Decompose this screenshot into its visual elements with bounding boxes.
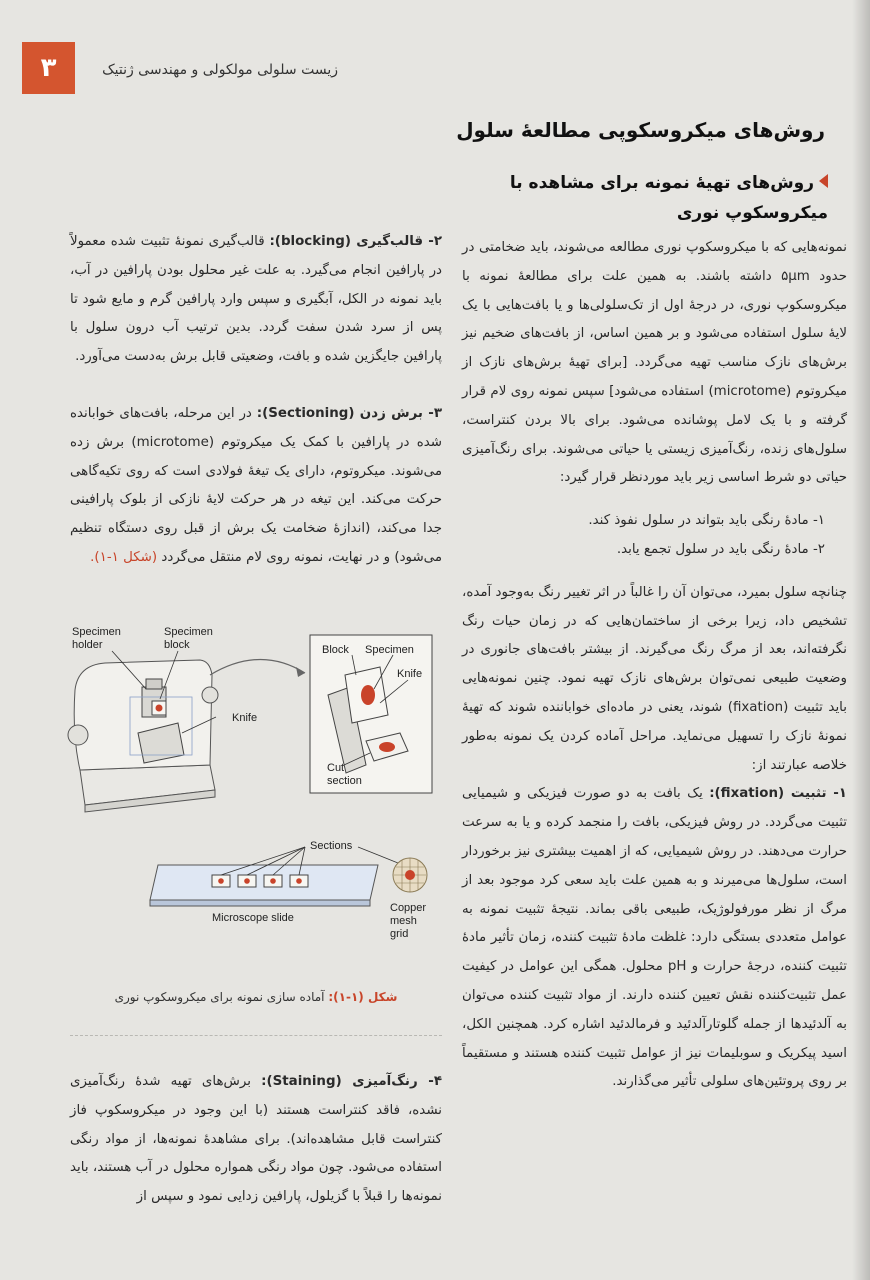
inset-specimen bbox=[361, 685, 375, 705]
specimen bbox=[156, 705, 163, 712]
step-1-text: یک بافت به دو صورت فیزیکی و شیمیایی تثبیت می‌گردد. در روش فیزیکی، بافت را منجمد کرده و یا به سرعت حرارت می‌دهند. در روش شیمیایی، که از اهمیت بیشتری نیز برخوردار است، سلول‌ها می‌میرند و به همین علت باید سعی کرد موجود بعد از مرگ از نظر مورفولوژیک، طبیعی باقی بماند. نتیجهٔ تثبیت نمونه به عوامل متعددی بستگی دارد: غلظت مادهٔ تثبیت کننده، زمان تأثیر مادهٔ تثبیت کننده، درجهٔ حرارت و pH محلول. همگی این عوامل در کیفیت عمل تثبیت‌کننده نقش تعیین کننده دارند. از مواد تثبیت کننده می‌توان به آلدئیدها از جمله گلوتارآلدئید و فرمالدئید اشاره کرد. همچنین الکل، اسید پیکریک و سوبلیمات نیز از عوامل تثبیت کننده هستند و مستقیماً بر روی پروتئین‌های سلولی تأثیر می‌گذارند. bbox=[462, 786, 847, 1090]
microtome-wheel-icon bbox=[68, 725, 88, 745]
label-specimen-holder: Specimen bbox=[72, 626, 121, 638]
divider bbox=[70, 1035, 442, 1036]
label-copper-grid: mesh bbox=[390, 915, 417, 927]
section-title: روش‌های میکروسکوپی مطالعهٔ سلول bbox=[456, 118, 825, 142]
intro-paragraph: نمونه‌هایی که با میکروسکوپ نوری مطالعه می‌شوند، باید ضخامتی در حدود ۵μm داشته باشند. به همین علت برای مطالعهٔ نمونه با میکروسکوپ نوری، در درجهٔ اول از تک‌سلولی‌ها و یا بافت‌هایی با یک لایهٔ سلول استفاده می‌شود و بر همین اساس، از بافت‌های ضخیم نیز برش‌های نازک مناسب تهیه می‌گردد. [برای تهیهٔ برش‌های نازک از میکروتوم (microtome) استفاده می‌شود] سپس نمونه روی لام قرار گرفته و با یک لامل پوشانده می‌شود. برای بالا بردن کنتراست، سلول‌های زنده، رنگ‌آمیزی زیستی یا حیاتی می‌شوند. برای رنگ‌آمیزی حیاتی دو شرط اساسی زیر باید موردنظر قرار گیرد: bbox=[462, 240, 847, 486]
left-column bbox=[70, 228, 442, 573]
condition-item: ۱- مادهٔ رنگی باید بتواند در سلول نفوذ کند. bbox=[588, 513, 825, 529]
label-inset-block: Block bbox=[322, 644, 349, 656]
subtitle-text: روش‌های تهیهٔ نمونه برای مشاهده با میکروسکوپ نوری bbox=[509, 173, 828, 223]
label-copper-grid: grid bbox=[390, 928, 409, 940]
microtome-diagram bbox=[60, 615, 445, 960]
step-3-text: در این مرحله، بافت‌های خوابانده شده در پارافین با کمک یک میکروتوم (microtome) برش زده می‌شوند. میکروتوم، دارای یک تیغهٔ فولادی است که روی تکیه‌گاهی حرکت می‌کند. این تیغه در هر حرکت لایهٔ نازکی از بلوک پارافینی جدا می‌کند، (اندازهٔ ضخامت یک برش از قبل روی دستگاه تنظیم می‌شود) و در نهایت، نمونه روی لام منتقل می‌گردد bbox=[70, 405, 442, 565]
microtome-knob-icon bbox=[202, 687, 218, 703]
step-4-title: ۴- رنگ‌آمیزی (Staining): bbox=[261, 1074, 442, 1089]
label-specimen-block: block bbox=[164, 639, 190, 651]
step-3-paragraph bbox=[70, 400, 442, 573]
label-microscope-slide: Microscope slide bbox=[212, 912, 294, 924]
page-number: ۳ bbox=[22, 42, 75, 94]
right-column bbox=[462, 234, 847, 1097]
microtome-figure bbox=[60, 615, 445, 960]
paragraph-2: چنانچه سلول بمیرد، می‌توان آن را غالباً در اثر تغییر رنگ به‌وجود آمده، تشخیص داد، زیرا برخی از ساختمان‌هایی که در زمان حیات رنگ نگرفته‌اند، بعد از مرگ رنگ می‌گیرند. از بیشتر بافت‌های جانوری در وضعیت طبیعی نمی‌توان برش‌های نازک تهیه نمود. چنین نمونه‌هایی باید تثبیت (fixation) شوند، یعنی در ماده‌ای خواباننده شوند که تهیهٔ نمونهٔ نازک را تسهیل می‌نماید. مراحل آماده کردن یک نمونه به‌طور خلاصه عبارتند از: bbox=[462, 584, 847, 773]
label-inset-specimen: Specimen bbox=[365, 644, 414, 656]
label-specimen-block: Specimen bbox=[164, 626, 213, 638]
zoom-arrow-icon bbox=[210, 659, 305, 675]
label-specimen-holder: holder bbox=[72, 639, 103, 651]
label-cut-section: Cut bbox=[327, 762, 345, 774]
step-1-title: ۱- تثبیت (fixation): bbox=[709, 786, 847, 802]
step-2-text: قالب‌گیری نمونهٔ تثبیت شده معمولاً در پارافین انجام می‌گیرد. به علت غیر محلول بودن پارافین در آب، باید نمونه در الکل، آبگیری و سپس وارد پارافین گرم و مایع شود تا پس از سرد شدن سفت گردد. بدین ترتیب آب درون سلول با پارافین جایگزین شده و بافت، وضعیتی قابل برش به‌دست می‌آورد. bbox=[70, 234, 442, 365]
step-2-title: ۲- قالب‌گیری (blocking): bbox=[269, 234, 442, 249]
label-inset-knife: Knife bbox=[397, 668, 423, 680]
label-sections: Sections bbox=[310, 840, 353, 852]
step-1-paragraph bbox=[462, 780, 847, 1097]
section-subtitle bbox=[450, 168, 828, 228]
condition-item: ۲- مادهٔ رنگی باید در سلول تجمع یابد. bbox=[616, 541, 825, 557]
step-4-paragraph bbox=[70, 1068, 442, 1212]
subtitle-marker-icon bbox=[819, 174, 828, 188]
caption-label: شکل (۱-۱): bbox=[328, 990, 398, 1004]
figure-caption bbox=[70, 990, 442, 1004]
caption-text: آماده سازی نمونه برای میکروسکوپ نوری bbox=[114, 990, 329, 1004]
step-3-title: ۳- برش زدن (Sectioning): bbox=[256, 405, 442, 421]
label-cut-section: section bbox=[327, 775, 362, 787]
label-knife: Knife bbox=[232, 712, 258, 724]
page-edge-shadow bbox=[852, 0, 870, 1280]
running-title: زیست سلولی مولکولی و مهندسی ژنتیک bbox=[102, 62, 338, 78]
label-copper-grid: Copper bbox=[390, 902, 427, 914]
step-2-paragraph bbox=[70, 228, 442, 372]
left-column-bottom bbox=[70, 1068, 442, 1212]
step-4-text: برش‌های تهیه شدهٔ رنگ‌آمیزی نشده، فاقد کنتراست هستند (با این وجود در میکروسکوپ فاز کنتراست قابل مشاهده‌اند). برای مشاهدهٔ نمونه‌ها، از مواد رنگی استفاده می‌شود. چون مواد رنگی همواره محلول در آب هستند، باید نمونه‌ها را قبلاً با گزیلول، پارافین زدایی نمود و سپس از bbox=[70, 1074, 442, 1205]
figure-reference: (شکل ۱-۱). bbox=[90, 549, 158, 565]
